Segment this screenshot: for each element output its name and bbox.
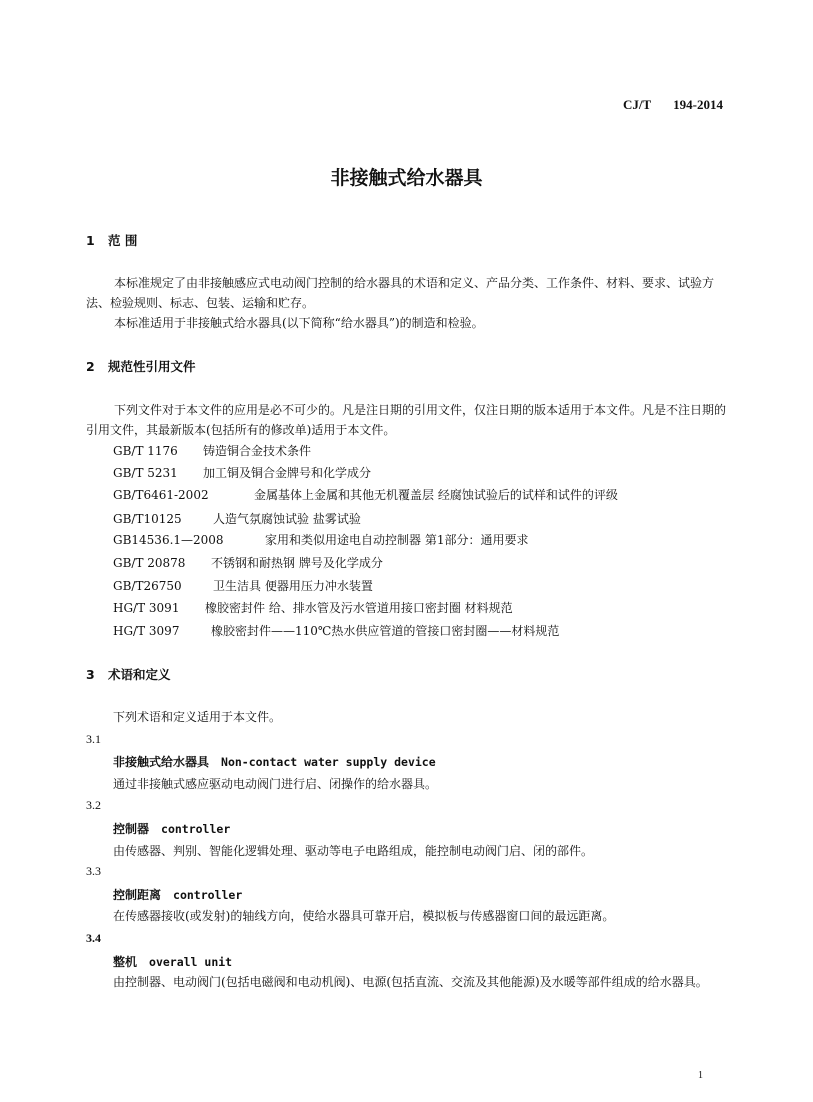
term-title-en: Non-contact water supply device: [221, 755, 436, 769]
reference-title: 加工铜及铜合金牌号和化学成分: [203, 466, 372, 480]
reference-title: 卫生洁具 便器用压力冲水装置: [213, 579, 373, 593]
term-number: 3.4: [86, 931, 101, 945]
term-title-en: overall unit: [149, 955, 233, 969]
reference-code: GB/T10125: [113, 512, 182, 526]
section-2-intro: 下列文件对于本文件的应用是必不可少的。凡是注日期的引用文件，仅注日期的版本适用于本文件。凡是不注日期的引用文件，其最新版本(包括所有的修改单)适用于本文件。: [86, 403, 727, 437]
section-3-intro: 下列术语和定义适用于本文件。: [113, 710, 282, 724]
term-definition: 由传感器、判别、智能化逻辑处理、驱动等电子电路组成，能控制电动阀门启、闭的部件。: [113, 844, 594, 858]
term-definition: 由控制器、电动阀门(包括电磁阀和电动机阀)、电源(包括直流、交流及其他能源)及水暖等部件组成的给水器具。: [113, 975, 708, 989]
term-title-zh: 整机: [113, 955, 138, 969]
reference-code: GB/T 20878: [113, 556, 186, 570]
term-number: 3.3: [86, 864, 101, 878]
standard-prefix: CJ/T: [623, 97, 652, 112]
reference-code: GB/T26750: [113, 579, 182, 593]
standard-number: 194-2014: [673, 97, 724, 112]
standard-code: [623, 97, 723, 113]
term-title: [113, 820, 230, 837]
reference-title: 家用和类似用途电自动控制器 第1部分：通用要求: [265, 533, 529, 547]
term-title: [113, 886, 242, 903]
section-number: 3: [86, 667, 95, 682]
document-title: 非接触式给水器具: [330, 167, 483, 189]
reference-item: [113, 442, 311, 459]
section-number: 1: [86, 233, 95, 248]
section-1-heading: [86, 231, 137, 249]
reference-title: 金属基体上金属和其他无机覆盖层 经腐蚀试验后的试样和试件的评级: [254, 488, 618, 502]
reference-code: GB/T6461-2002: [113, 488, 209, 502]
section-1-paragraph: 本标准适用于非接触式给水器具(以下简称“给水器具”)的制造和检验。: [114, 316, 484, 330]
reference-item: [113, 464, 371, 481]
term-title-zh: 控制距离: [113, 888, 162, 902]
reference-title: 铸造铜合金技术条件: [203, 444, 312, 458]
section-3-heading: [86, 665, 171, 683]
reference-title: 橡胶密封件 给、排水管及污水管道用接口密封圈 材料规范: [205, 601, 513, 615]
reference-item: [113, 554, 383, 571]
reference-title: 人造气氛腐蚀试验 盐雾试验: [213, 512, 361, 526]
term-title-zh: 控制器: [113, 822, 150, 836]
reference-code: HG/T 3097: [113, 624, 180, 638]
reference-code: HG/T 3091: [113, 601, 180, 615]
section-title: 规范性引用文件: [108, 359, 196, 374]
term-title: [113, 953, 232, 970]
term-number: 3.2: [86, 798, 101, 812]
section-number: 2: [86, 359, 95, 374]
reference-code: GB/T 5231: [113, 466, 178, 480]
section-title: 术语和定义: [108, 667, 171, 682]
reference-code: GB/T 1176: [113, 444, 178, 458]
term-definition: 通过非接触式感应驱动电动阀门进行启、闭操作的给水器具。: [113, 777, 438, 791]
term-title-zh: 非接触式给水器具: [113, 755, 210, 769]
reference-title: 橡胶密封件——110℃热水供应管道的管接口密封圈——材料规范: [211, 624, 560, 638]
reference-title: 不锈钢和耐热钢 牌号及化学成分: [211, 556, 383, 570]
page-number: 1: [698, 1070, 703, 1081]
term-definition: 在传感器接收(或发射)的轴线方向，使给水器具可靠开启，模拟板与传感器窗口间的最远距离。: [113, 909, 615, 923]
reference-item: [113, 577, 373, 594]
reference-item: [113, 622, 559, 639]
reference-item: [113, 486, 618, 503]
term-title-en: controller: [161, 822, 231, 836]
reference-item: [113, 599, 513, 616]
section-1-paragraph: 本标准规定了由非接触感应式电动阀门控制的给水器具的术语和定义、产品分类、工作条件、材料、要求、试验方法、检验规则、标志、包装、运输和贮存。: [86, 276, 715, 310]
section-2-heading: [86, 357, 196, 375]
reference-item: [113, 531, 528, 548]
reference-code: GB14536.1—2008: [113, 533, 224, 547]
term-number: 3.1: [86, 732, 101, 746]
section-title: 范 围: [108, 233, 138, 248]
term-title-en: controller: [173, 888, 243, 902]
term-title: [113, 753, 436, 770]
reference-item: [113, 510, 361, 527]
